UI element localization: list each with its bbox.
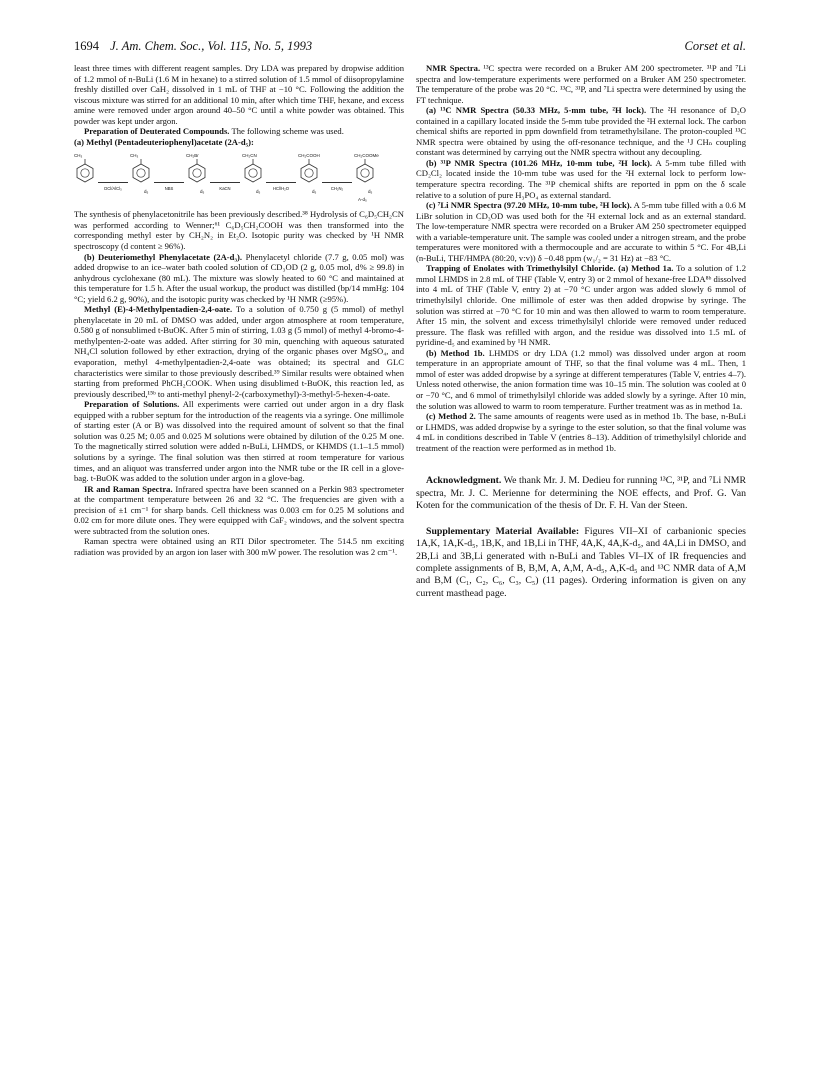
compound-substituent: CH₂COOH xyxy=(298,153,320,159)
product-label: A-d₅ xyxy=(358,197,367,203)
compound-deuterium-label: d₅ xyxy=(368,189,373,195)
method-1b-section: (b) Method 1b. LHMDS or dry LDA (1.2 mmol) was dissolved under argon at room temperature in an appropriate amount of THF, so that the final volume was 4 mL. Then, 1 mmol of ester was added dropwise by a syringe at different temperatures (Table V, entries 4–7). Unless noted otherwise, the anion formation time was 10–15 min. The solution was cooled at 0 or −70 °C, and 6 mmol of trimethylsilyl chloride was added slowly by a syringe. After 10 min, the solution was allowed to warm to room temperature. Further treatment was as in method 1a. xyxy=(416,347,746,411)
reagent-label: HCl/H₂O xyxy=(272,186,290,192)
method-2-section: (c) Method 2. The same amounts of reagents were used as in method 1b. The base, n-BuLi or LHMDS, was added dropwise by a syringe to the ester solution, so that the final volume was 4 mL in conditions described in Table V (entries 8–13). Addition of trimethylsilyl chloride and treatment of the reaction were performed as in method 1b. xyxy=(416,411,746,453)
compound-substituent: CH₂CN xyxy=(242,153,257,159)
reaction-arrow xyxy=(154,179,184,191)
compound-substituent: CH₂Br xyxy=(186,153,199,159)
solutions-section: Preparation of Solutions. All experiments were carried out under argon in a dry flask equipped with a rubber septum for the introduction of the reagents via a syringe. One millimole of starting ester (A or B) was dissolved into the required amount of solvent so that the final solution was 0.25 M; 0.05 and 0.025 M solutions were obtained by dilution of the 0.25 M one. To the magnetically stirred solution were added n-BuLi, LHMDS, or KHMDS (1.1–1.5 mmol) solutions by a syringe. The final solution was then stirred at room temperature for various times, and an aliquot was transferred under argon into the NMR tube or the IR cell in a glove-bag. t-BuOK was added to the solution under argon in a glove-bag. xyxy=(74,399,404,484)
reaction-arrow xyxy=(98,179,128,191)
reagent-label: CH₂N₂ xyxy=(330,186,344,192)
li7-section: (c) ⁷Li NMR Spectra (97.20 MHz, 10-mm tube, ²H lock). A 5-mm tube filled with a 0.6 M LiBr solution in CD₃OD was used both for the ²H external lock and as an external standard. The low-temperature NMR spectra were recorded on a Bruker AM 250 spectrometer equipped with a variable-temperature unit. The sample was cooled under a nitrogen stream, and the probe temperatures were monitored with a thermocouple and are accurate to within 5 °C. For 4B,Li (n-BuLi, THF/HMPA (80:20, v:v)) δ −0.48 ppm (w₁/₂ = 31 Hz) at −83 °C. xyxy=(416,200,746,263)
pentadienoate-section: Methyl (E)-4-Methylpentadien-2,4-oate. To a solution of 0.750 g (5 mmol) of methyl phenylacetate in 20 mL of DMSO was added, under argon atmosphere at room temperature, 0.580 g of nonsublimed t-BuOK. After 5 min of stirring, 1.03 g (5 mmol) of methyl 4-bromo-4-methylpenten-2-oate was added. After stirring for 30 min, quenching with aqueous saturated NH₄Cl solution followed by ether extraction, drying of the organic phases over MgSO₄, and evaporation, methyl 4-methylpentadien-2,4-oate was obtained; its spectral and GLC characteristics were similar to those previously described.³⁹ Similar results were obtained when starting from preformed PhCH₂COOK. When using disublimed t-BuOK, this reaction led, as previously described,¹⁵ᵇ to anti-methyl phenyl-2-(carboxymethyl)-3-methyl-5-hexen-4-oate. xyxy=(74,304,404,399)
compound-substituent: CH₃ xyxy=(74,153,83,159)
supplementary-material: Supplementary Material Available: Figures VII–XI of carbanionic species 1A,K, 1A,K-d₅, 1B,K, and 1B,Li in THF, 4A,K, 4A,K-d₅, and 4A,Li in DMSO, and 2B,Li and 3B,Li generated with n-BuLi and Tables VI–IX of IR frequencies and complete assignments of B, B,M, A, A,M, A-d₅, A,K-d₅ and ¹³C NMR data of A,M and B,M (C₁, C₂, C₆, C₃, C₅) (11 pages). Ordering information is given on any current masthead page. xyxy=(416,526,746,599)
section-heading: Preparation of Deuterated Compounds. xyxy=(84,126,230,137)
reaction-arrow xyxy=(322,179,352,191)
subsection-heading-a: (a) Methyl (Pentadeuteriophenyl)acetate (2A-d₅): xyxy=(74,136,254,147)
reagent-label: NBS xyxy=(164,186,174,192)
reaction-scheme xyxy=(74,151,404,203)
compound-substituent: CH₃ xyxy=(130,153,139,159)
raman-paragraph: Raman spectra were obtained using an RTI Dilor spectrometer. The 514.5 nm exciting radiation was provided by an argon ion laser with 300 mW power. The resolution was 2 cm⁻¹. xyxy=(74,536,404,557)
acknowledgment: Acknowledgment. We thank Mr. J. M. Dedieu for running ¹³C, ³¹P, and ⁷Li NMR spectra, Mr. J. C. Merienne for determining the NOE effects, and Prof. G. Van Koten for the communication of the thesis of Dr. F. H. Van der Steen. xyxy=(416,475,746,511)
compound-deuterium-label: d₅ xyxy=(312,189,317,195)
nmr-section: NMR Spectra. ¹³C spectra were recorded on a Bruker AM 200 spectrometer. ³¹P and ⁷Li spectra and low-temperature experiments were performed on a Bruker AM 250 spectrometer. The temperature of the probe was 20 °C. ¹³C, ³¹P, and ⁷Li spectra were determined by using the FT technique. xyxy=(416,63,746,105)
p31-section: (b) ³¹P NMR Spectra (101.26 MHz, 10-mm tube, ²H lock). A 5-mm tube filled with CD₂Cl₂ located inside the 10-mm tube was used for the ²H external lock to perform low-temperature spectra recording. The ³¹P chemical shifts are reported in ppm on the δ scale relative to a solution of pure H₃PO₄ as external standard. xyxy=(416,157,746,200)
lda-paragraph: least three times with different reagent samples. Dry LDA was prepared by dropwise addition of 1.2 mmol of n-BuLi (1.6 M in hexane) to a stirred solution of 1.5 mmol of diisopropylamine freshly distilled over CaH₂ dissolved in 1 mL of THF at −10 °C. Following the addition the viscous mixture was stirred for an additional 10 min, after which time THF, hexane, and excess amine were removed under argon around 40–50 °C until a white powder was obtained. This powder was kept under argon. xyxy=(74,63,404,126)
reagent-label: DCl/AlCl₃ xyxy=(104,186,122,192)
deuterated-section: Preparation of Deuterated Compounds. The following scheme was used. xyxy=(84,126,344,137)
compound-deuterium-label: d₅ xyxy=(256,189,261,195)
reagent-label: KaCN xyxy=(219,186,231,192)
compound-deuterium-label: d₅ xyxy=(144,189,149,195)
c13-section: (a) ¹³C NMR Spectra (50.33 MHz, 5-mm tube, ²H lock). The ²H resonance of D₂O contained in a capillary located inside the 5-mm tube provided the ²H external lock. The carbon chemical shifts are reported in ppm downfield from tetramethylsilane. The proton-coupled ¹³C NMR spectra were obtained by using the off-resonance technique, and the ¹J CHₙ coupling constant was determined by carrying out the NMR spectra without any decoupling. xyxy=(416,105,746,158)
left-column xyxy=(74,63,404,557)
reaction-arrow xyxy=(266,179,296,191)
running-header xyxy=(74,39,746,57)
compound-deuterium-label: d₅ xyxy=(200,189,205,195)
author-header: Corset et al. xyxy=(684,39,746,53)
journal-citation: J. Am. Chem. Soc., Vol. 115, No. 5, 1993 xyxy=(110,39,313,53)
reaction-arrow xyxy=(210,179,240,191)
right-column xyxy=(416,63,746,600)
deuteriomethyl-section: (b) Deuteriomethyl Phenylacetate (2A-d₃). Phenylacetyl chloride (7.7 g, 0.05 mol) was added dropwise to an ice–water bath cooled solution of CD₃OD (2 g, 0.05 mol, d% ≥ 99.8) in anhydrous cyclohexane (80 mL). The mixture was slowly heated to 60 °C and maintained at this temperature for 1.5 h. After the usual workup, the product was distilled (bp/14 mmHg: 104 °C; yield 6.2 g, 90%), and the isotopic purity was checked by ¹H NMR (≥95%). xyxy=(74,251,404,304)
scheme-compound xyxy=(354,151,382,201)
synthesis-paragraph: The synthesis of phenylacetonitrile has been previously described.³⁸ Hydrolysis of C₆D₅CH₂CN was performed according to Wenner;⁶¹ C₆D₅CH₂COOH was then transformed into the corresponding methyl ester by CH₂N₂ in Et₂O. Isotopic purity was checked by ¹H NMR spectroscopy (d content ≥ 96%). xyxy=(74,209,404,252)
trapping-section: Trapping of Enolates with Trimethylsilyl Chloride. (a) Method 1a. To a solution of 1.2 mmol LHMDS in 2.8 mL of THF (Table V, entry 3) or 2 mmol of hexane-free LDA⁸ᵇ dissolved into 4 mL of THF (Table V, entry 2) at −70 °C under argon was added slowly 6 mmol of trimethylsilyl chloride. One millimole of ester was then added dropwise by syringe. The solution was stirred at −70 °C for 10 min and was then allowed to warm to room temperature. After 15 min, the solvent and excess trimethylsilyl chloride were removed under reduced pressure. The flask was refilled with argon, and the residue was dissolved into 1.5 mL of pyridine-d₅ and examined by ¹H NMR. xyxy=(416,263,746,348)
compound-substituent: CH₂COOMe xyxy=(354,153,379,159)
ir-raman-section: IR and Raman Spectra. Infrared spectra have been scanned on a Perkin 983 spectrometer at the compartment temperature between 26 and 32 °C. The frequencies are given with a precision of ±1 cm⁻¹ for sharp bands. Cell thickness was 0.003 cm for 0.25 M solutions and 0.02 cm for more dilute ones. They were equipped with CaF₂ windows, and the solvent spectra were subtracted from the solution ones. xyxy=(74,483,404,536)
page-number: 1694 xyxy=(74,39,99,53)
